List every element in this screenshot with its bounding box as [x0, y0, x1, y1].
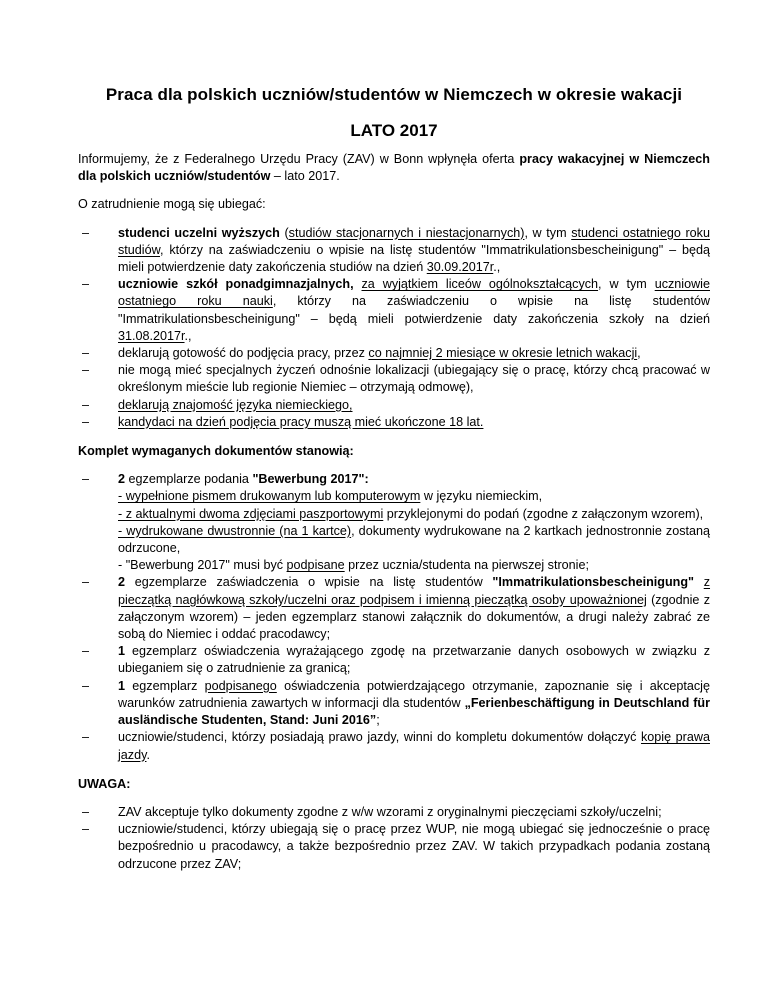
list-item-text: w języku niemieckim, — [420, 489, 543, 504]
list-item-underlined: 30.09.2017r — [426, 260, 494, 275]
list-item-text: , — [637, 346, 641, 361]
list-item-underlined: - wypełnione pismem drukowanym lub komputerowym — [118, 489, 421, 504]
document-page — [78, 84, 710, 873]
list-item-text: deklarują gotowość do podjęcia pracy, przez — [118, 346, 369, 361]
list-item-underlined: studiów stacjonarnych i niestacjonarnych) — [288, 225, 525, 240]
document-subtitle: LATO 2017 — [350, 121, 438, 140]
list-item — [78, 414, 710, 431]
list-item-underlined: z pieczątką nagłówkową szkoły/uczelni oraz podpisem i imienną pieczątką osoby upoważnionej — [118, 575, 711, 607]
list-item-bold: uczniowie szkół ponadgimnazjalnych, — [118, 277, 354, 292]
intro-paragraph — [78, 151, 710, 185]
list-item-underlined: podpisane — [286, 558, 345, 573]
intro-highlight: pracy wakacyjnej w Niemczech dla polskich uczniów/studentów — [78, 152, 710, 184]
list-item-bold: 2 — [118, 575, 126, 590]
list-item-text: , którzy na zaświadczeniu o wpisie na listę studentów "Immatrikulationsbescheinigung" – będą mieli potwierdzenie daty zakończenia studiów na dzień — [118, 242, 710, 275]
list-item-text: oświadczenia potwierdzającego otrzymanie, zapoznanie się i akceptację warunków zatrudnienia zawartych w informacji dla studentów — [118, 678, 710, 710]
list-item — [78, 574, 710, 643]
list-item-text: egzemplarz oświadczenia wyrażającego zgodę na przetwarzanie danych osobowych w związku z ubieganiem się o zatrudnienie za granicą; — [118, 644, 710, 676]
list-item-text: ., — [184, 328, 192, 343]
list-item-bold: "Bewerbung 2017": — [252, 472, 369, 487]
list-item-text: - "Bewerbung 2017" musi być — [118, 558, 287, 573]
list-item — [78, 345, 710, 362]
note-heading: UWAGA: — [78, 776, 131, 791]
list-item: – ZAV akceptuje tylko dokumenty zgodne z w/w wzorami z oryginalnymi pieczęciami szkoły/uczelni; — [78, 804, 710, 821]
document-title: Praca dla polskich uczniów/studentów w Niemczech w okresie wakacji — [105, 85, 683, 104]
list-item-text: , dokumenty wydrukowane na 2 kartkach jednostronnie zostaną odrzucone, — [118, 523, 711, 556]
intro-text-end: – lato 2017. — [270, 169, 340, 184]
list-item — [78, 643, 710, 677]
list-item-bold: 1 — [118, 678, 126, 693]
list-item — [78, 276, 710, 345]
list-item: – uczniowie/studenci, którzy ubiegają się o pracę przez WUP, nie mogą ubiegać się jednocześnie o pracę bezpośrednio u pracodawcy, a także bezpośrednio przez ZAV. W takich przypadkach podania zostaną odrzucone przez ZAV; — [78, 821, 710, 873]
list-item-underlined: kandydaci na dzień podjęcia pracy muszą mieć ukończone 18 lat. — [118, 414, 484, 429]
list-item-bold: 1 — [118, 644, 126, 659]
list-item-text: przez ucznia/studenta na pierwszej stronie; — [344, 558, 589, 573]
list-item-underlined: podpisanego — [204, 678, 277, 693]
list-item-underlined: uczniowie ostatniego roku nauki — [118, 277, 710, 309]
list-item-bold: studenci uczelni wyższych — [118, 225, 280, 240]
list-item-text: , którzy na zaświadczeniu o wpisie na listę studentów "Immatrikulationsbescheinigung" – będą mieli potwierdzenie daty zakończenia szkoły na dzień — [118, 294, 710, 326]
list-item-text: egzemplarze zaświadczenia o wpisie na listę studentów — [125, 575, 493, 590]
list-item — [78, 397, 710, 414]
list-item-underlined: za wyjątkiem liceów ogólnokształcących — [361, 277, 599, 292]
list-item — [78, 678, 710, 730]
intro-text: Informujemy, że z Federalnego Urzędu Pracy (ZAV) w Bonn wpłynęła oferta — [78, 152, 520, 166]
eligibility-heading: O zatrudnienie mogą się ubiegać: — [78, 197, 266, 212]
list-item-line — [118, 557, 710, 574]
list-item-bold: 2 — [118, 472, 126, 487]
list-item — [78, 225, 710, 277]
list-item-text: ( — [279, 225, 289, 240]
list-item-line — [118, 523, 710, 557]
list-item-underlined: - z aktualnymi dwoma zdjęciami paszportowymi — [118, 506, 384, 521]
list-item-text: . — [146, 747, 150, 762]
list-item-line — [118, 506, 710, 523]
list-item-text: , w tym — [524, 225, 572, 240]
list-item-underlined: kopię prawa jazdy — [118, 730, 710, 762]
documents-heading: Komplet wymaganych dokumentów stanowią: — [78, 444, 354, 459]
list-item-text: egzemplarz — [125, 678, 205, 693]
list-item: – nie mogą mieć specjalnych życzeń odnośnie lokalizacji (ubiegający się o pracę, którzy chcą pracować w określonym mieście lub regionie Niemiec – otrzymają odmowę), — [78, 362, 710, 396]
list-item-text: ., — [493, 260, 501, 275]
list-item-text: (zgodnie z załączonym wzorem) – jeden egzemplarz stanowi załącznik do dokumentów, a drugi należy zabrać ze sobą do Niemiec i oddać pracodawcy; — [118, 592, 710, 642]
notes-list — [78, 804, 710, 873]
list-item — [78, 471, 710, 574]
list-item-text: , w tym — [598, 277, 655, 292]
list-item-underlined: - wydrukowane dwustronnie (na 1 kartce) — [118, 523, 352, 538]
list-item-underlined: deklarują znajomość języka niemieckiego, — [118, 397, 353, 412]
list-item-underlined: 31.08.2017r — [118, 328, 185, 343]
list-item-text — [354, 277, 362, 291]
list-item-bold: "Immatrikulationsbescheinigung" — [492, 575, 695, 590]
list-item — [78, 729, 710, 763]
list-item-text: uczniowie/studenci, którzy posiadają prawo jazdy, winni do kompletu dokumentów dołączyć — [118, 730, 641, 745]
list-item-text: ; — [376, 713, 380, 728]
list-item-line — [118, 488, 710, 505]
list-item-underlined: studenci ostatniego roku studiów — [118, 225, 710, 257]
list-item-text: przyklejonymi do podań (zgodne z załączonym wzorem), — [383, 506, 704, 521]
documents-list — [78, 471, 710, 763]
list-item-bold: „Ferienbeschäftigung in Deutschland für ausländische Studenten, Stand: Juni 2016” — [118, 695, 710, 728]
eligibility-list — [78, 225, 710, 431]
list-item-text: egzemplarze podania — [125, 472, 253, 487]
list-item-underlined: co najmniej 2 miesiące w okresie letnich wakacji — [368, 346, 638, 361]
